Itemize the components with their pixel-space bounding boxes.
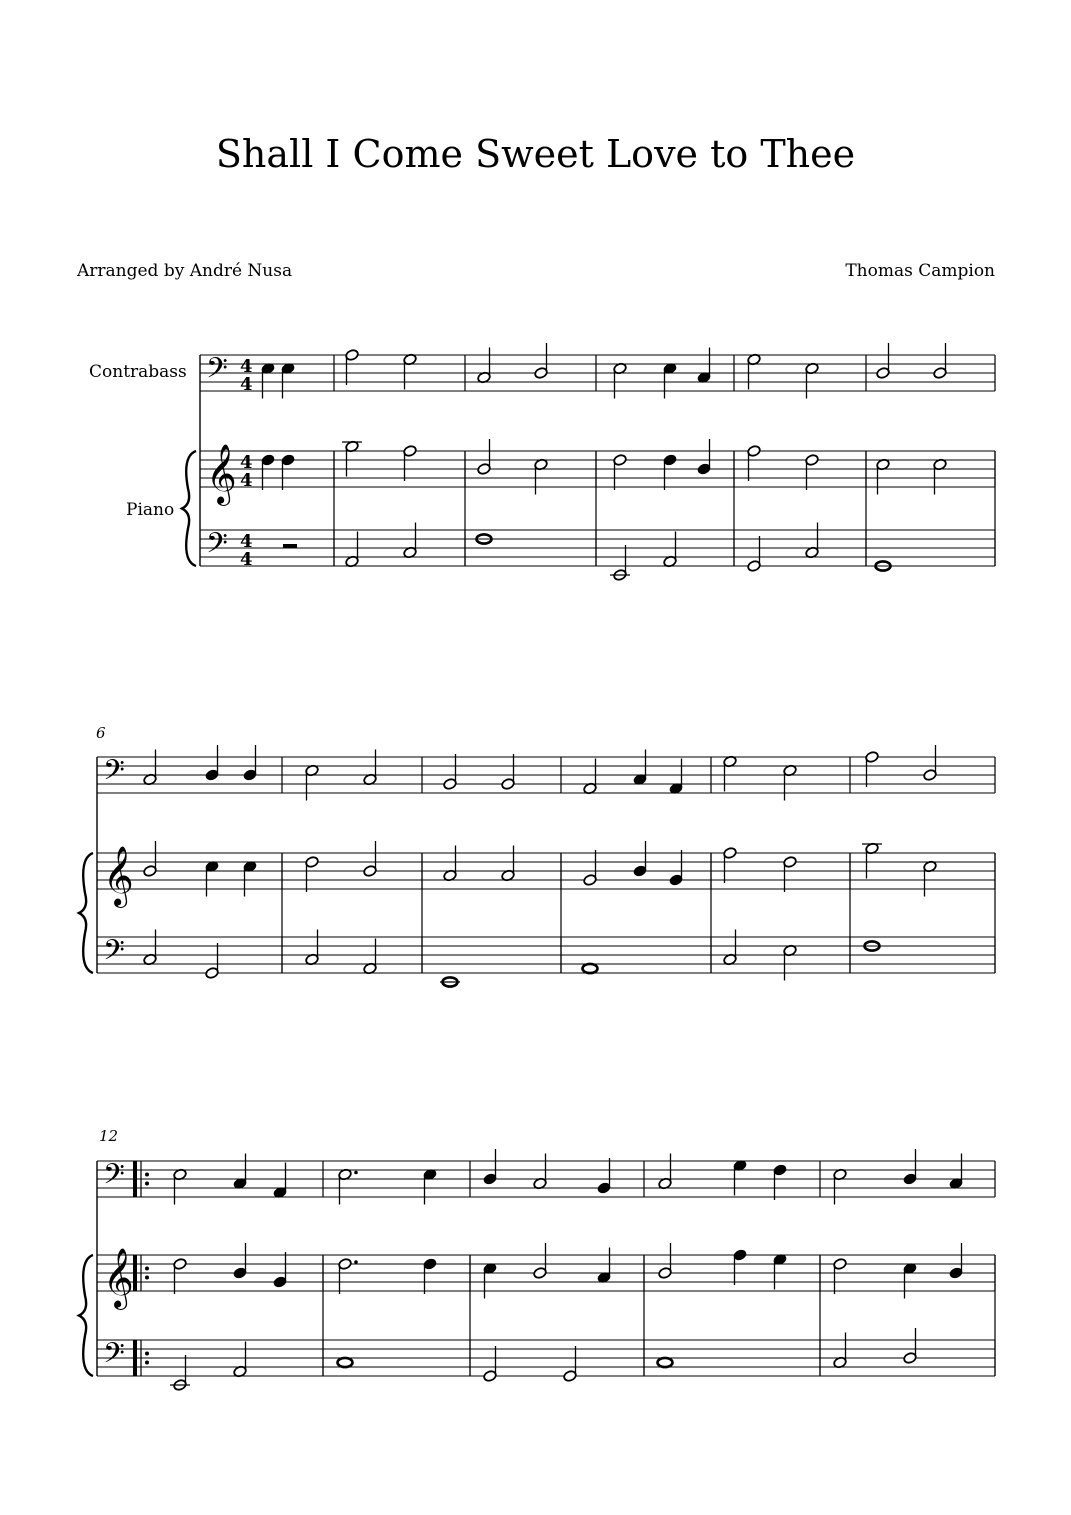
contrabass-note [345,349,359,385]
bass-clef-icon: 𝄢 [103,934,125,974]
bass-clef-icon: 𝄢 [103,1158,125,1198]
piano-right-hand-note [483,1262,497,1298]
piano-right-hand-note [533,1243,547,1279]
piano-left-hand-note [403,523,417,559]
piano-left-hand-note [903,1328,917,1364]
measure-number-system-2: 6 [96,724,106,742]
contrabass-note [205,745,219,781]
time-signature-bottom: 4 [240,470,253,491]
measure-number-system-3: 12 [99,1127,119,1145]
piano-right-hand-note [805,454,819,490]
piano-left-hand-note [205,943,219,979]
repeat-dot [145,1361,149,1365]
contrabass-note [261,362,275,398]
piano-right-hand-note [173,1258,187,1294]
piano-right-hand-note [501,846,515,882]
contrabass-note [363,750,377,786]
piano-right-hand-note [305,856,319,892]
piano-right-hand-note [669,850,683,886]
piano-right-hand-note [281,454,295,490]
piano-left-hand-note [805,523,819,559]
piano-left-hand-note [483,1346,497,1382]
repeat-dot [145,1267,149,1271]
piano-brace [182,451,196,566]
piano-right-hand-note [876,458,890,494]
notehead [658,1358,673,1367]
contrabass-note [903,1149,917,1185]
piano-brace [79,853,93,973]
contrabass-note [613,362,627,398]
piano-right-hand-note [903,1262,917,1298]
notes [143,343,963,1391]
composer-credit: Thomas Campion [845,261,995,281]
piano-left-hand-note [833,1333,847,1369]
piano-right-hand-note [747,445,761,481]
piano-left-hand-note [783,944,797,980]
contrabass-note [143,750,157,786]
piano-right-hand-note [534,458,548,494]
piano-right-hand-note [613,454,627,490]
contrabass-note [733,1159,747,1195]
piano-right-hand-note [363,841,377,877]
contrabass-note [876,343,890,379]
contrabass-note [338,1168,352,1204]
piano-right-hand-note [663,454,677,490]
bass-clef-icon: 𝄢 [103,754,125,794]
piano-left-hand-note [658,1358,673,1367]
piano-right-hand-note [923,860,937,896]
piano-left-hand-note [723,930,737,966]
bass-clef-icon: 𝄢 [206,527,228,567]
piano-left-hand-note [345,532,359,568]
repeat-thick-bar [133,1161,137,1197]
contrabass-note [173,1168,187,1204]
piano-right-hand-note [243,860,257,896]
piano-left-hand-note [663,532,677,568]
piano-brace [79,1255,93,1376]
contrabass-note [833,1168,847,1204]
notehead [583,964,598,973]
time-signature-bottom: 4 [240,374,253,395]
contrabass-note [233,1154,247,1190]
score-title: Shall I Come Sweet Love to Thee [215,132,856,176]
treble-clef-icon: 𝄞 [103,846,134,906]
piano-right-hand-note [443,846,457,882]
repeat-dot [145,1173,149,1177]
instrument-label-piano: Piano [126,500,175,520]
piano-right-hand-note [658,1243,672,1279]
contrabass-note [783,764,797,800]
piano-right-hand-note [477,439,491,475]
piano-right-hand-note [233,1243,247,1279]
piano-right-hand-note [597,1248,611,1284]
contrabass-note [483,1149,497,1185]
piano-right-hand-note [933,458,947,494]
piano-right-hand-note [733,1249,747,1285]
whole-rest [283,544,297,548]
notehead [338,1358,353,1367]
piano-right-hand-note [261,454,275,490]
contrabass-note [403,353,417,389]
piano-right-hand-note [345,440,359,476]
piano-left-hand-note [233,1342,247,1378]
repeat-dot [145,1352,149,1356]
contrabass-note [273,1163,287,1199]
contrabass-note [633,750,647,786]
piano-right-hand-note [783,856,797,892]
piano-left-hand-note [173,1355,187,1391]
contrabass-note [697,348,711,384]
contrabass-note [923,745,937,781]
contrabass-note [747,353,761,389]
staff-lines [97,355,995,1376]
contrabass-note [243,745,257,781]
repeat-dot [145,1276,149,1280]
piano-right-hand-note [403,445,417,481]
contrabass-note [583,759,597,795]
contrabass-note [597,1158,611,1194]
piano-right-hand-note [833,1258,847,1294]
piano-left-hand-note [613,545,627,581]
treble-clef-icon: 𝄞 [206,444,237,504]
contrabass-note [533,1154,547,1190]
contrabass-note [534,343,548,379]
contrabass-note [949,1154,963,1190]
piano-left-hand-note [338,1358,353,1367]
piano-left-hand-note [305,930,319,966]
contrabass-note [305,764,319,800]
augmentation-dot [354,1171,358,1175]
contrabass-note [865,751,879,787]
bass-clef-icon: 𝄢 [103,1337,125,1377]
piano-left-hand-note [143,930,157,966]
contrabass-note [501,754,515,790]
contrabass-note [933,343,947,379]
time-signature-top: 4 [240,531,253,552]
piano-right-hand-note [773,1253,787,1289]
treble-clef-icon: 𝄞 [103,1248,134,1308]
repeat-dot [145,1182,149,1186]
augmentation-dot [354,1260,358,1264]
piano-right-hand-note [273,1252,287,1288]
piano-right-hand-note [697,439,711,475]
contrabass-note [669,759,683,795]
piano-right-hand-note [583,850,597,886]
time-signature-top: 4 [240,356,253,377]
contrabass-note [773,1164,787,1200]
piano-right-hand-note [205,860,219,896]
contrabass-note [443,754,457,790]
contrabass-note [658,1154,672,1190]
contrabass-note [477,348,491,384]
piano-left-hand-note [747,536,761,572]
contrabass-note [805,362,819,398]
piano-right-hand-note [949,1243,963,1279]
bass-clef-icon: 𝄢 [206,352,228,392]
clefs [103,352,253,1377]
time-signature-bottom: 4 [240,549,253,570]
piano-left-hand-note [363,939,377,975]
contrabass-note [663,362,677,398]
contrabass-note [281,362,295,398]
piano-left-hand-note [583,964,598,973]
piano-right-hand-note [143,841,157,877]
piano-right-hand-note [423,1258,437,1294]
contrabass-note [423,1168,437,1204]
piano-right-hand-note [865,842,879,878]
piano-right-hand-note [633,841,647,877]
instrument-label-contrabass: Contrabass [89,362,187,382]
piano-left-hand-note [563,1346,577,1382]
piano-right-hand-note [338,1258,352,1294]
piano-right-hand-note [723,847,737,883]
repeat-thick-bar [133,1340,137,1376]
time-signature-top: 4 [240,452,253,473]
contrabass-note [723,755,737,791]
arranger-credit: Arranged by André Nusa [77,261,293,281]
